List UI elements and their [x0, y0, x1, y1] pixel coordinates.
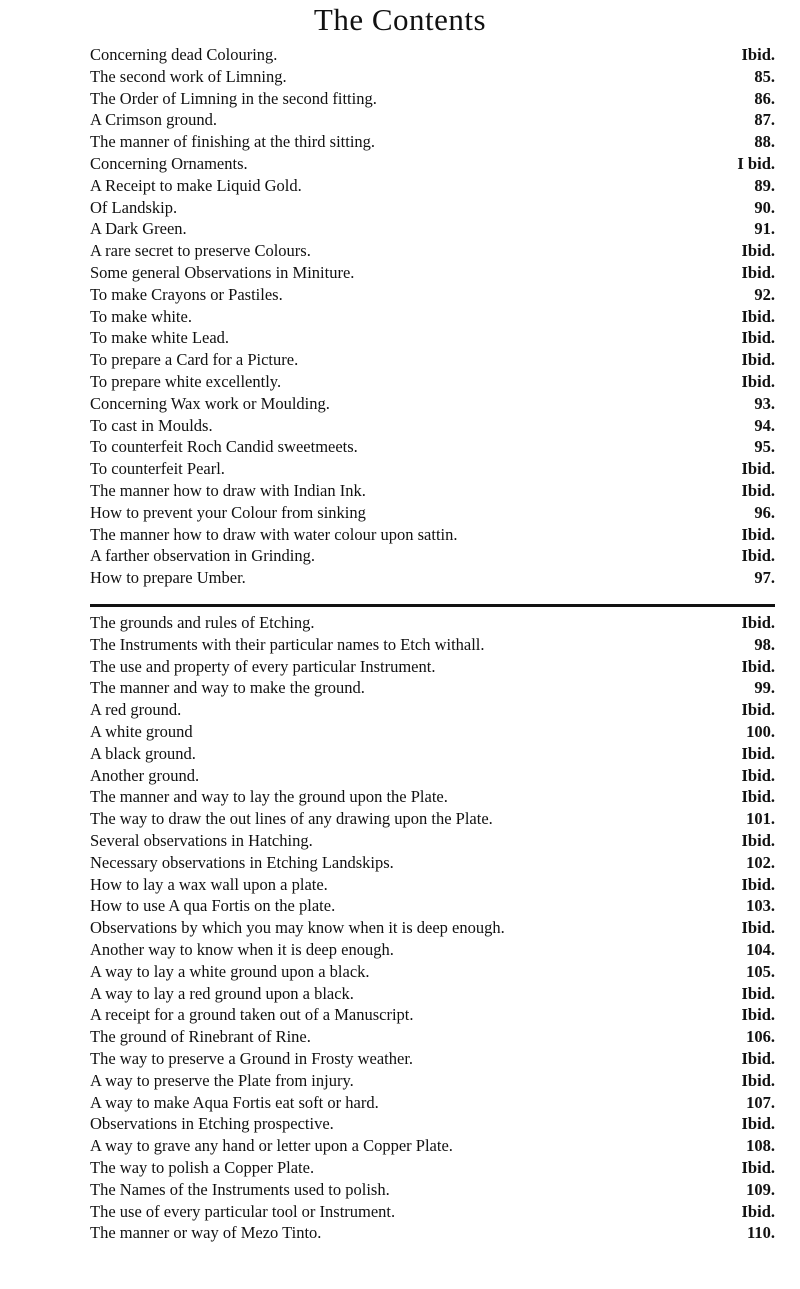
entry-title: The manner and way to lay the ground upon the Plate.: [90, 787, 448, 807]
entry-title: Concerning Ornaments.: [90, 153, 248, 173]
entry-title: A way to lay a white ground upon a black.: [90, 961, 370, 981]
entry-page-number: Ibid.: [741, 306, 775, 326]
entry-page-number: Ibid.: [741, 613, 775, 632]
entry-page-number: 90.: [754, 197, 775, 217]
entry-page-number: 104.: [746, 939, 775, 959]
entry-title: The second work of Limning.: [90, 66, 287, 86]
entry-title: A way to grave any hand or letter upon a Copper Plate.: [90, 1136, 453, 1156]
entry-page-number: Ibid.: [741, 830, 775, 850]
entry-title: How to prevent your Colour from sinking: [90, 502, 366, 522]
entry-title: Concerning Wax work or Moulding.: [90, 393, 330, 413]
entry-page-number: 99.: [754, 678, 775, 698]
contents-entry: [90, 808, 775, 830]
contents-entry: [90, 88, 775, 110]
entry-title: To counterfeit Roch Candid sweetmeets.: [90, 437, 358, 457]
entry-title: To cast in Moulds.: [90, 415, 213, 435]
contents-entry: [90, 240, 775, 262]
entry-title: To make white.: [90, 306, 192, 326]
entry-title: The ground of Rinebrant of Rine.: [90, 1027, 311, 1047]
entry-page-number: Ibid.: [741, 45, 775, 64]
contents-entry: [90, 874, 775, 896]
entry-title: The manner or way of Mezo Tinto.: [90, 1223, 322, 1243]
entry-page-number: Ibid.: [741, 1157, 775, 1177]
contents-entry: [90, 1113, 775, 1135]
contents-entry: [90, 983, 775, 1005]
contents-entry: [90, 262, 775, 284]
contents-entry: [90, 175, 775, 197]
entry-title: How to use A qua Fortis on the plate.: [90, 896, 336, 916]
contents-entry: [90, 1157, 775, 1179]
entry-page-number: 95.: [754, 437, 775, 457]
contents-entry: [90, 458, 775, 480]
entry-page-number: Ibid.: [741, 700, 775, 720]
contents-list-etching: [90, 612, 775, 1244]
entry-page-number: Ibid.: [741, 241, 775, 261]
contents-entry: [90, 830, 775, 852]
entry-page-number: 107.: [746, 1092, 775, 1112]
page-title: The Contents: [313, 2, 487, 37]
contents-entry: [90, 677, 775, 699]
contents-entry: [90, 612, 775, 634]
contents-entry: [90, 197, 775, 219]
entry-page-number: 103.: [746, 896, 775, 916]
entry-title: How to lay a wax wall upon a plate.: [90, 874, 328, 894]
entry-page-number: Ibid.: [741, 524, 775, 544]
contents-entry: [90, 502, 775, 524]
entry-title: Some general Observations in Miniture.: [90, 262, 355, 282]
contents-entry: [90, 349, 775, 371]
entry-page-number: 102.: [746, 852, 775, 872]
entry-title: A farther observation in Grinding.: [90, 546, 315, 566]
entry-page-number: 86.: [754, 88, 775, 108]
contents-entry: [90, 721, 775, 743]
entry-title: The manner and way to make the ground.: [90, 678, 365, 698]
entry-page-number: Ibid.: [741, 743, 775, 763]
contents-entry: [90, 545, 775, 567]
entry-title: Several observations in Hatching.: [90, 830, 313, 850]
entry-page-number: I bid.: [737, 153, 775, 173]
entry-page-number: 108.: [746, 1136, 775, 1156]
entry-title: A black ground.: [90, 743, 196, 763]
contents-entry: [90, 1092, 775, 1114]
entry-title: A receipt for a ground taken out of a Manuscript.: [90, 1005, 414, 1025]
entry-title: The Order of Limning in the second fitting.: [90, 88, 377, 108]
entry-page-number: Ibid.: [741, 546, 775, 566]
entry-page-number: Ibid.: [741, 765, 775, 785]
entry-page-number: 105.: [746, 961, 775, 981]
entry-page-number: Ibid.: [741, 1005, 775, 1025]
entry-title: To make white Lead.: [90, 328, 230, 348]
entry-page-number: 109.: [746, 1179, 775, 1199]
entry-title: The use and property of every particular Instrument.: [90, 656, 436, 676]
entry-title: Observations in Etching prospective.: [90, 1114, 334, 1134]
contents-entry: [90, 218, 775, 240]
entry-page-number: Ibid.: [741, 787, 775, 807]
entry-page-number: Ibid.: [741, 656, 775, 676]
entry-page-number: 94.: [754, 415, 775, 435]
entry-title: The manner of finishing at the third sitting.: [90, 132, 376, 152]
entry-title: A red ground.: [90, 700, 182, 720]
entry-page-number: 96.: [754, 502, 775, 522]
section-divider: [90, 604, 775, 607]
entry-page-number: 101.: [746, 809, 775, 829]
contents-entry: [90, 131, 775, 153]
contents-entry: [90, 1179, 775, 1201]
entry-title: A white ground: [90, 721, 193, 741]
entry-title: The manner how to draw with water colour upon sattin.: [90, 524, 458, 544]
contents-entry: [90, 656, 775, 678]
entry-title: The use of every particular tool or Instrument.: [90, 1201, 396, 1221]
entry-title: The Instruments with their particular names to Etch withall.: [90, 634, 485, 654]
contents-entry: [90, 699, 775, 721]
entry-page-number: 97.: [754, 568, 775, 588]
entry-page-number: Ibid.: [741, 371, 775, 391]
contents-entry: [90, 436, 775, 458]
contents-entry: [90, 895, 775, 917]
contents-entry: [90, 306, 775, 328]
contents-entry: [90, 939, 775, 961]
entry-page-number: 89.: [754, 175, 775, 195]
entry-title: A Receipt to make Liquid Gold.: [90, 175, 302, 195]
contents-entry: [90, 786, 775, 808]
contents-entry: [90, 393, 775, 415]
entry-title: The way to polish a Copper Plate.: [90, 1157, 315, 1177]
entry-page-number: Ibid.: [741, 1070, 775, 1090]
entry-page-number: Ibid.: [741, 1114, 775, 1134]
entry-page-number: 106.: [746, 1027, 775, 1047]
contents-entry: [90, 1048, 775, 1070]
contents-entry: [90, 1004, 775, 1026]
entry-title: Concerning dead Colouring.: [90, 45, 278, 64]
entry-page-number: Ibid.: [741, 1201, 775, 1221]
entry-page-number: 92.: [754, 284, 775, 304]
entry-title: A way to lay a red ground upon a black.: [90, 983, 354, 1003]
contents-entry: [90, 765, 775, 787]
entry-page-number: Ibid.: [741, 480, 775, 500]
entry-title: Another ground.: [90, 765, 200, 785]
entry-page-number: Ibid.: [741, 918, 775, 938]
contents-entry: [90, 634, 775, 656]
entry-title: The way to draw the out lines of any drawing upon the Plate.: [90, 809, 493, 829]
contents-entry: [90, 109, 775, 131]
contents-entry: [90, 415, 775, 437]
entry-page-number: Ibid.: [741, 328, 775, 348]
contents-entry: [90, 852, 775, 874]
entry-page-number: Ibid.: [741, 350, 775, 370]
entry-page-number: Ibid.: [741, 459, 775, 479]
contents-entry: [90, 327, 775, 349]
contents-entry: [90, 1222, 775, 1244]
entry-page-number: 110.: [747, 1223, 775, 1243]
entry-title: The grounds and rules of Etching.: [90, 613, 315, 632]
entry-title: To make Crayons or Pastiles.: [90, 284, 283, 304]
contents-entry: [90, 371, 775, 393]
contents-entry: [90, 567, 775, 589]
contents-entry: [90, 1135, 775, 1157]
contents-entry: [90, 1026, 775, 1048]
contents-entry: [90, 917, 775, 939]
contents-entry: [90, 153, 775, 175]
entry-page-number: 93.: [754, 393, 775, 413]
entry-title: To prepare a Card for a Picture.: [90, 350, 299, 370]
entry-title: The way to preserve a Ground in Frosty weather.: [90, 1048, 414, 1068]
entry-title: Observations by which you may know when it is deep enough.: [90, 918, 505, 938]
contents-entry: [90, 66, 775, 88]
entry-page-number: 91.: [754, 219, 775, 239]
contents-entry: [90, 1070, 775, 1092]
contents-entry: [90, 44, 775, 66]
entry-title: Of Landskip.: [90, 197, 178, 217]
contents-entry: [90, 480, 775, 502]
entry-title: How to prepare Umber.: [90, 568, 246, 588]
entry-page-number: 87.: [754, 110, 775, 130]
entry-page-number: Ibid.: [741, 1048, 775, 1068]
entry-page-number: Ibid.: [741, 262, 775, 282]
entry-page-number: Ibid.: [741, 983, 775, 1003]
entry-title: A Crimson ground.: [90, 110, 217, 130]
contents-entry: [90, 524, 775, 546]
contents-list-limning: [90, 44, 775, 589]
entry-title: To prepare white excellently.: [90, 371, 282, 391]
entry-title: A way to preserve the Plate from injury.: [90, 1070, 354, 1090]
entry-title: A Dark Green.: [90, 219, 187, 239]
contents-entry: [90, 1201, 775, 1223]
entry-page-number: 85.: [754, 66, 775, 86]
contents-entry: [90, 743, 775, 765]
entry-page-number: Ibid.: [741, 874, 775, 894]
entry-title: The manner how to draw with Indian Ink.: [90, 480, 366, 500]
entry-title: To counterfeit Pearl.: [90, 459, 225, 479]
contents-entry: [90, 961, 775, 983]
entry-page-number: 98.: [754, 634, 775, 654]
entry-title: Another way to know when it is deep enough.: [90, 939, 394, 959]
contents-entry: [90, 284, 775, 306]
entry-title: A way to make Aqua Fortis eat soft or hard.: [90, 1092, 379, 1112]
entry-title: The Names of the Instruments used to polish.: [90, 1179, 390, 1199]
entry-page-number: 100.: [746, 721, 775, 741]
entry-title: A rare secret to preserve Colours.: [90, 241, 311, 261]
entry-title: Necessary observations in Etching Landskips.: [90, 852, 394, 872]
entry-page-number: 88.: [754, 132, 775, 152]
